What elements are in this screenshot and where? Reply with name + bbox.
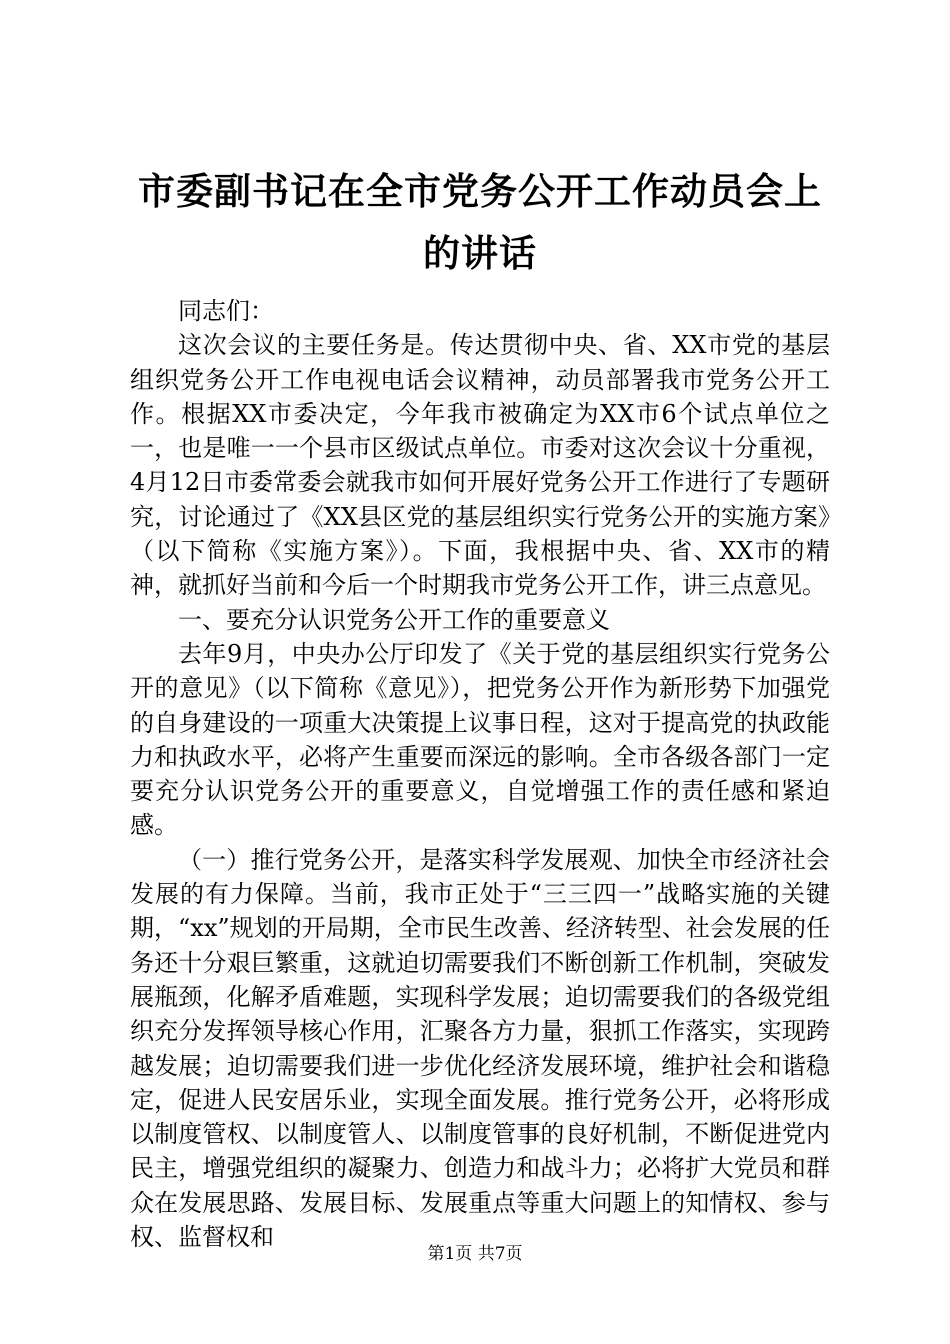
salutation: 同志们： xyxy=(178,297,274,325)
body-paragraph: 这次会议的主要任务是。传达贯彻中央、省、XX市党的基层组织党务公开工作电视电话会议精神，动员部署我市党务公开工作。根据XX市委决定，今年我市被确定为XX市6个试点单位之一，也是唯一一个县市区级试点单位。市委对这次会议十分重视，4月12日市委常委会就我市如何开展好党务公开工作进行了专题研究，讨论通过了《XX县区党的基层组织实行党务公开的实施方案》（以下简称《实施方案》）。下面，我根据中央、省、XX市的精神，就抓好当前和今后一个时期我市党务公开工作，讲三点意见。 xyxy=(130,331,830,600)
body-paragraph: 去年9月，中央办公厅印发了《关于党的基层组织实行党务公开的意见》（以下简称《意见》），把党务公开作为新形势下加强党的自身建设的一项重大决策提上议事日程，这对于提高党的执政能力和执政水平，必将产生重要而深远的影响。全市各级各部门一定要充分认识党务公开的重要意义，自觉增强工作的责任感和紧迫感。 xyxy=(130,639,830,840)
document-title: 市委副书记在全市党务公开工作动员会上的讲话 xyxy=(138,169,822,275)
document-body xyxy=(130,294,830,1254)
body-paragraph: （一）推行党务公开，是落实科学发展观、加快全市经济社会发展的有力保障。当前，我市正处于“三三四一”战略实施的关键期，“xx”规划的开局期，全市民生改善、经济转型、社会发展的任务还十分艰巨繁重，这就迫切需要我们不断创新工作机制，突破发展瓶颈，化解矛盾难题，实现科学发展；迫切需要我们的各级党组织充分发挥领导核心作用，汇聚各方力量，狠抓工作落实，实现跨越发展；迫切需要我们进一步优化经济发展环境，维护社会和谐稳定，促进人民安居乐业，实现全面发展。推行党务公开，必将形成以制度管权、以制度管人、以制度管事的良好机制，不断促进党内民主，增强党组织的凝聚力、创造力和战斗力；必将扩大党员和群众在发展思路、发展目标、发展重点等重大问题上的知情权、参与权、监督权和 xyxy=(130,845,830,1252)
page-footer: 第1页 共7页 xyxy=(427,1244,523,1264)
section-heading: 一、要充分认识党务公开工作的重要意义 xyxy=(178,605,610,634)
